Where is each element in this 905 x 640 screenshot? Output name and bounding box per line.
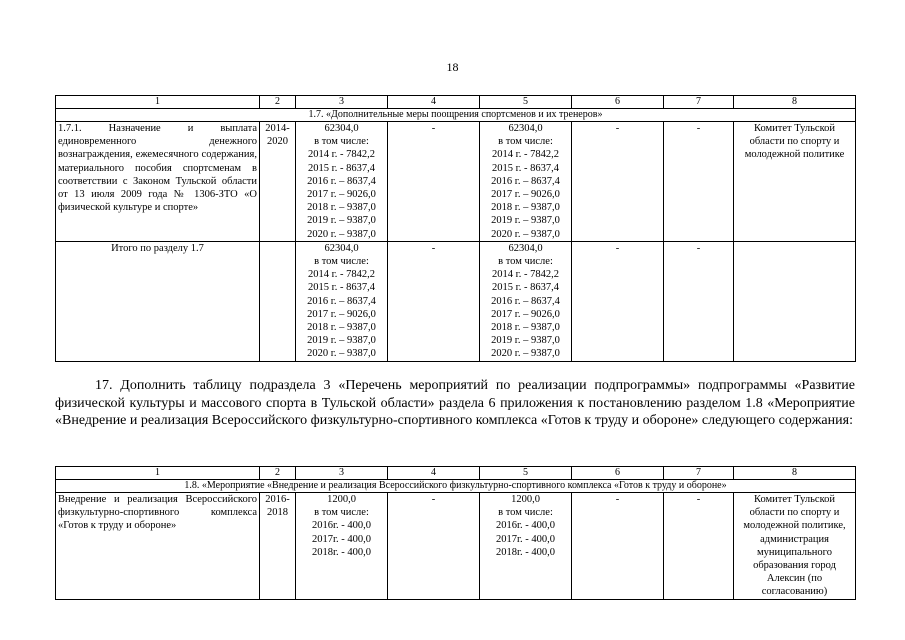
year-value: 2020 г. – 9387,0 bbox=[491, 348, 560, 360]
column-header: 8 bbox=[734, 96, 856, 109]
year-value: 2016 г. – 8637,4 bbox=[491, 175, 560, 187]
year-value: 2019 г. – 9387,0 bbox=[491, 335, 560, 347]
regional-budget-cell bbox=[480, 241, 572, 361]
page-number: 18 bbox=[446, 60, 459, 74]
column-header: 2 bbox=[260, 96, 296, 109]
column-header: 1 bbox=[56, 96, 260, 109]
year-value: 2016г. - 400,0 bbox=[311, 520, 372, 532]
period-cell: 2016-2018 bbox=[260, 493, 296, 600]
year-value: 2015 г. - 8637,4 bbox=[308, 162, 375, 174]
year-value: 2014 г. - 7842,2 bbox=[492, 269, 559, 281]
amendment-paragraph: 17. Дополнить таблицу подраздела 3 «Перечень мероприятий по реализации подпрограммы» подпрограммы «Развитие физической культуры и массового спорта в Тульской области» раздела 6 приложения к постановлению разделом 1.8 «Мероприятие «Внедрение и реализация Всероссийского физкультурно-спортивного комплекса «Готов к труду и обороне» следующего содержания: bbox=[55, 378, 855, 428]
total-value: 62304,0 bbox=[508, 242, 543, 254]
responsible-cell: Комитет Тульской области по спорту и молодежной политике, администрация муниципального образования город Алексин (по согласованию) bbox=[734, 493, 856, 600]
section-title: 1.7. «Дополнительные меры поощрения спортсменов и их тренеров» bbox=[56, 109, 856, 122]
regional-budget-cell bbox=[480, 493, 572, 600]
table-row bbox=[56, 241, 856, 361]
table-header-row bbox=[56, 96, 856, 109]
total-value: 1200,0 bbox=[327, 494, 356, 505]
responsible-cell: Комитет Тульской области по спорту и молодежной политике bbox=[734, 122, 856, 242]
year-value: 2016 г. – 8637,4 bbox=[307, 175, 376, 187]
year-value: 2018 г. – 9387,0 bbox=[307, 322, 376, 334]
year-value: 2017 г. – 9026,0 bbox=[491, 189, 560, 201]
year-value: 2018г. - 400,0 bbox=[495, 546, 556, 558]
federal-budget-cell: - bbox=[388, 241, 480, 361]
including-label: в том числе: bbox=[314, 136, 369, 148]
year-value: 2015 г. - 8637,4 bbox=[492, 162, 559, 174]
local-budget-cell: - bbox=[572, 493, 664, 600]
column-header: 8 bbox=[734, 467, 856, 480]
including-label: в том числе: bbox=[314, 256, 369, 268]
year-value: 2018 г. – 9387,0 bbox=[491, 202, 560, 214]
period-cell: 2014-2020 bbox=[260, 122, 296, 242]
column-header: 6 bbox=[572, 96, 664, 109]
regional-budget-cell bbox=[480, 122, 572, 242]
year-value: 2018 г. – 9387,0 bbox=[307, 202, 376, 214]
measure-name: Внедрение и реализация Всероссийского физкультурно-спортивного комплекса «Готов к труду и обороне» bbox=[56, 493, 260, 600]
period-cell bbox=[260, 241, 296, 361]
other-sources-cell: - bbox=[664, 493, 734, 600]
responsible-cell bbox=[734, 241, 856, 361]
column-header: 5 bbox=[480, 96, 572, 109]
column-header: 6 bbox=[572, 467, 664, 480]
column-header: 2 bbox=[260, 467, 296, 480]
federal-budget-cell: - bbox=[388, 493, 480, 600]
total-value: 62304,0 bbox=[508, 123, 543, 134]
other-sources-cell: - bbox=[664, 241, 734, 361]
year-value: 2017 г. – 9026,0 bbox=[307, 189, 376, 201]
year-value: 2016 г. – 8637,4 bbox=[491, 295, 560, 307]
total-value: 1200,0 bbox=[511, 494, 540, 505]
year-value: 2019 г. – 9387,0 bbox=[307, 215, 376, 227]
year-value: 2017г. - 400,0 bbox=[495, 533, 556, 545]
total-value: 62304,0 bbox=[324, 123, 359, 134]
year-value: 2015 г. - 8637,4 bbox=[492, 282, 559, 294]
total-value: 62304,0 bbox=[324, 242, 359, 254]
including-label: в том числе: bbox=[498, 136, 553, 148]
table-header-row bbox=[56, 467, 856, 480]
column-header: 7 bbox=[664, 467, 734, 480]
year-value: 2015 г. - 8637,4 bbox=[308, 282, 375, 294]
year-value: 2014 г. - 7842,2 bbox=[308, 149, 375, 161]
column-header: 7 bbox=[664, 96, 734, 109]
funding-total-cell bbox=[296, 122, 388, 242]
year-value: 2017 г. – 9026,0 bbox=[307, 308, 376, 320]
local-budget-cell: - bbox=[572, 122, 664, 242]
table-row bbox=[56, 122, 856, 242]
column-header: 5 bbox=[480, 467, 572, 480]
column-header: 1 bbox=[56, 467, 260, 480]
measure-name: 1.7.1. Назначение и выплата единовременного денежного вознаграждения, ежемесячного содержания, материального пособия спортсменам в соответствии с Законом Тульской области от 13 июля 2009 года № 1306-ЗТО «О физической культуре и спорте» bbox=[56, 122, 260, 242]
year-value: 2017г. - 400,0 bbox=[311, 533, 372, 545]
measure-name: Итого по разделу 1.7 bbox=[56, 241, 260, 361]
year-value: 2020 г. – 9387,0 bbox=[491, 228, 560, 240]
year-value: 2017 г. – 9026,0 bbox=[491, 308, 560, 320]
column-header: 4 bbox=[388, 96, 480, 109]
year-value: 2018 г. – 9387,0 bbox=[491, 322, 560, 334]
year-value: 2014 г. - 7842,2 bbox=[308, 269, 375, 281]
column-header: 3 bbox=[296, 96, 388, 109]
year-value: 2020 г. – 9387,0 bbox=[307, 228, 376, 240]
table-section-1-7 bbox=[55, 95, 856, 362]
table-section-1-8 bbox=[55, 466, 856, 600]
funding-total-cell bbox=[296, 493, 388, 600]
year-value: 2016 г. – 8637,4 bbox=[307, 295, 376, 307]
column-header: 4 bbox=[388, 467, 480, 480]
column-header: 3 bbox=[296, 467, 388, 480]
federal-budget-cell: - bbox=[388, 122, 480, 242]
year-value: 2014 г. - 7842,2 bbox=[492, 149, 559, 161]
year-value: 2018г. - 400,0 bbox=[311, 546, 372, 558]
funding-total-cell bbox=[296, 241, 388, 361]
including-label: в том числе: bbox=[498, 507, 553, 519]
including-label: в том числе: bbox=[314, 507, 369, 519]
year-value: 2019 г. – 9387,0 bbox=[491, 215, 560, 227]
other-sources-cell: - bbox=[664, 122, 734, 242]
year-value: 2020 г. – 9387,0 bbox=[307, 348, 376, 360]
local-budget-cell: - bbox=[572, 241, 664, 361]
including-label: в том числе: bbox=[498, 256, 553, 268]
table-row bbox=[56, 493, 856, 600]
year-value: 2016г. - 400,0 bbox=[495, 520, 556, 532]
section-title: 1.8. «Мероприятие «Внедрение и реализация Всероссийского физкультурно-спортивного комплекса «Готов к труду и обороне» bbox=[56, 480, 856, 493]
year-value: 2019 г. – 9387,0 bbox=[307, 335, 376, 347]
